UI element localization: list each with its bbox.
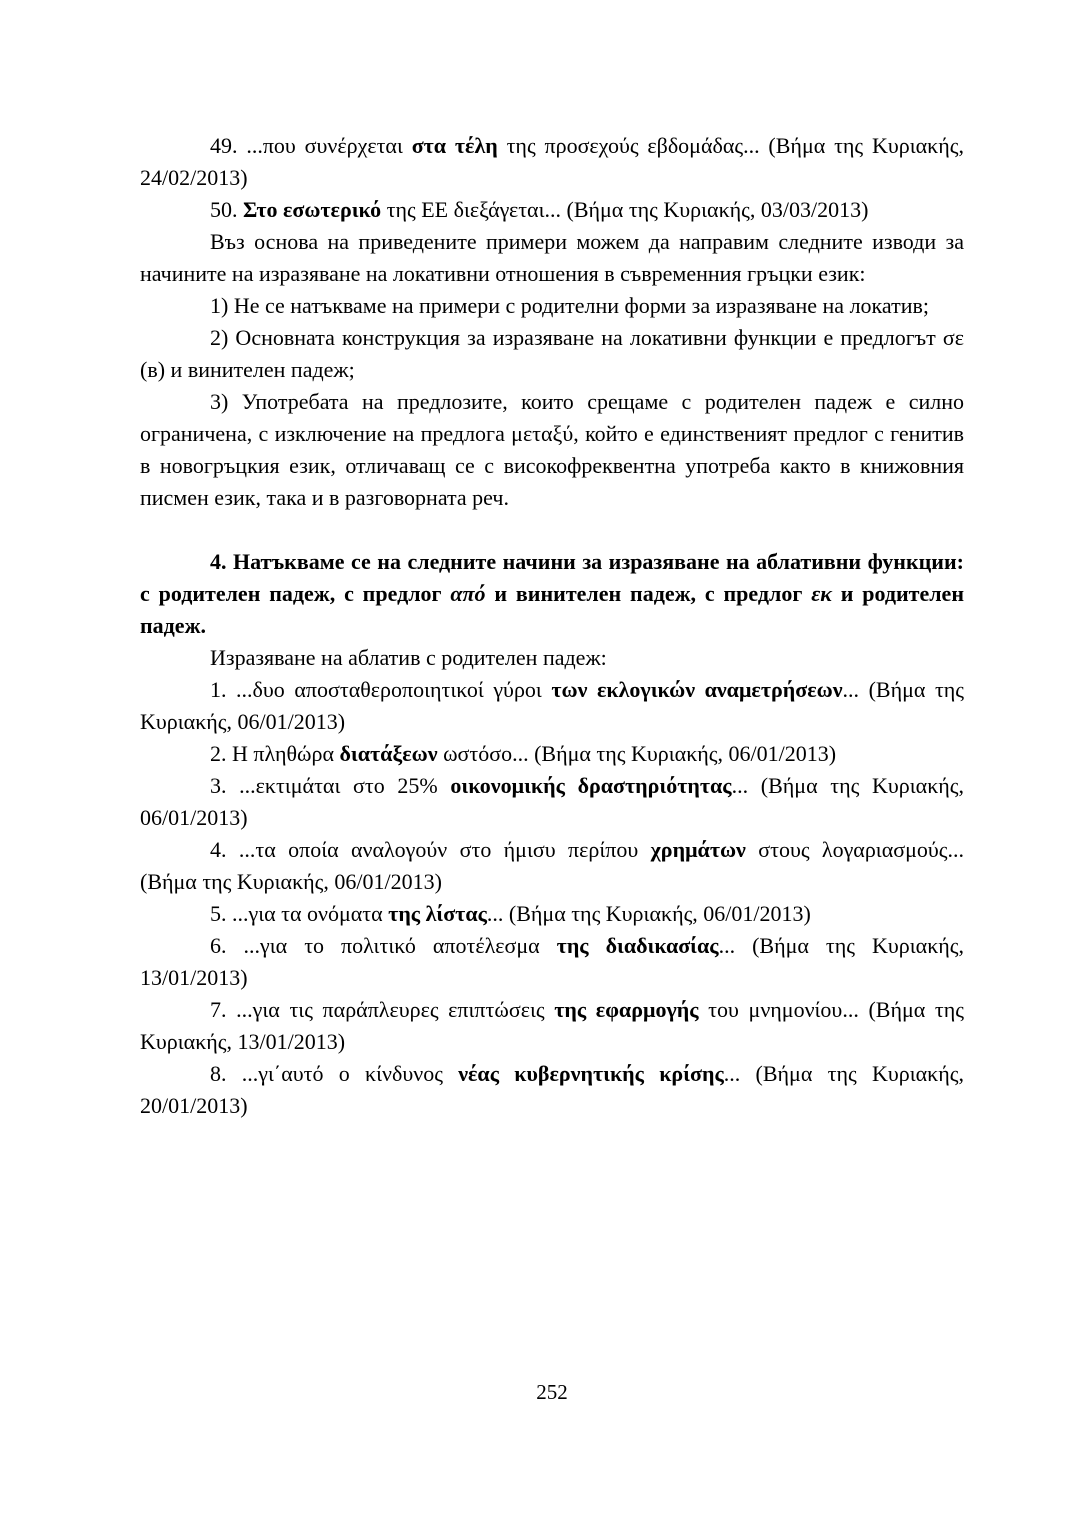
page-number: 252 [536, 1380, 568, 1404]
page-body [140, 130, 964, 1122]
example-6 [140, 930, 964, 994]
text-run: и родителен падеж. [140, 581, 964, 638]
example-50 [140, 194, 964, 226]
text-run: и винителен падеж, с предлог [485, 581, 812, 606]
text-run: 3) Употребата на предлозите, които срещаме с родителен падеж е силно ограничена, с изключение на предлога μεταξύ, който е единственият предлог с генитив в новогръцкия език, отличаващ се с високофреквентна употреба както в книжовния писмен език, така и в разговорната реч. [140, 389, 964, 510]
text-run: της προσεχούς εβδομάδας... (Βήμα της Κυριακής, 24/02/2013) [140, 133, 964, 190]
text-run: χρημάτων [650, 837, 746, 862]
conclusions-intro [140, 226, 964, 290]
text-run: από [450, 581, 486, 606]
example-3 [140, 770, 964, 834]
text-run: 6. ...για το πολιτικό αποτέλεσμα [210, 933, 557, 958]
text-run: 4. Натъкваме се на следните начини за изразяване на аблативни функции: с родителен падеж, с предлог [140, 549, 964, 606]
text-run: Изразяване на аблатив с родителен падеж: [210, 645, 607, 670]
conclusion-3 [140, 386, 964, 514]
text-run: 8. ...γι΄αυτό ο κίνδυνος [210, 1061, 459, 1086]
text-run: των εκλογικών αναμετρήσεων [551, 677, 843, 702]
text-run: νέας κυβερνητικής κρίσης [458, 1061, 724, 1086]
example-4 [140, 834, 964, 898]
text-run: της διαδικασίας [556, 933, 719, 958]
text-run: 1) Не се натъкваме на примери с родителни форми за изразяване на локатив; [210, 293, 929, 318]
text-run: στα τέλη [411, 133, 498, 158]
text-run: 2) Основната конструкция за изразяване на локативни функции е предлогът σε (в) и винителен падеж; [140, 325, 964, 382]
text-run: στους λογαριασμούς... (Βήμα της Κυριακής, 06/01/2013) [140, 837, 965, 894]
example-2 [140, 738, 964, 770]
text-run: Στο εσωτερικό [243, 197, 382, 222]
example-1 [140, 674, 964, 738]
text-run: ... (Βήμα της Κυριακής, 06/01/2013) [140, 677, 965, 734]
text-run: εκ [811, 581, 832, 606]
text-run: της ΕΕ διεξάγεται... (Βήμα της Κυριακής, 03/03/2013) [381, 197, 869, 222]
example-49 [140, 130, 964, 194]
text-run: 5. ...για τα ονόματα [210, 901, 389, 926]
text-run: της εφαρμογής [554, 997, 699, 1022]
text-run: 2. Η πληθώρα [210, 741, 340, 766]
text-run: 7. ...για τις παράπλευρες επιπτώσεις [210, 997, 555, 1022]
text-run: 4. ...τα οποία αναλογούν στο ήμισυ περίπου [210, 837, 651, 862]
example-5 [140, 898, 964, 930]
text-run: 49. ...που συνέρχεται [210, 133, 412, 158]
ablative-intro [140, 642, 964, 674]
example-7 [140, 994, 964, 1058]
text-run: της λίστας [388, 901, 487, 926]
text-run: Въз основа на приведените примери можем да направим следните изводи за начините на изразяване на локативни отношения в съвременния гръцки език: [140, 229, 964, 286]
text-run: ... (Βήμα της Κυριακής, 06/01/2013) [486, 901, 811, 926]
text-run: ... (Βήμα της Κυριακής, 06/01/2013) [140, 773, 964, 830]
text-run: οικονομικής δραστηριότητας [450, 773, 732, 798]
text-run: του μνημονίου... (Βήμα της Κυριακής, 13/01/2013) [140, 997, 964, 1054]
text-run: διατάξεων [339, 741, 438, 766]
section-heading-4 [140, 546, 964, 642]
text-run: ... (Βήμα της Κυριακής, 13/01/2013) [140, 933, 965, 990]
text-run: 50. [210, 197, 243, 222]
text-run: ... (Βήμα της Κυριακής, 20/01/2013) [140, 1061, 964, 1118]
text-run: 1. ...δυο αποσταθεροποιητικοί γύροι [210, 677, 552, 702]
text-run: ωστόσο... (Βήμα της Κυριακής, 06/01/2013) [437, 741, 837, 766]
example-8 [140, 1058, 964, 1122]
conclusion-2 [140, 322, 964, 386]
text-run: 3. ...εκτιμάται στο 25% [210, 773, 451, 798]
conclusion-1 [140, 290, 964, 322]
